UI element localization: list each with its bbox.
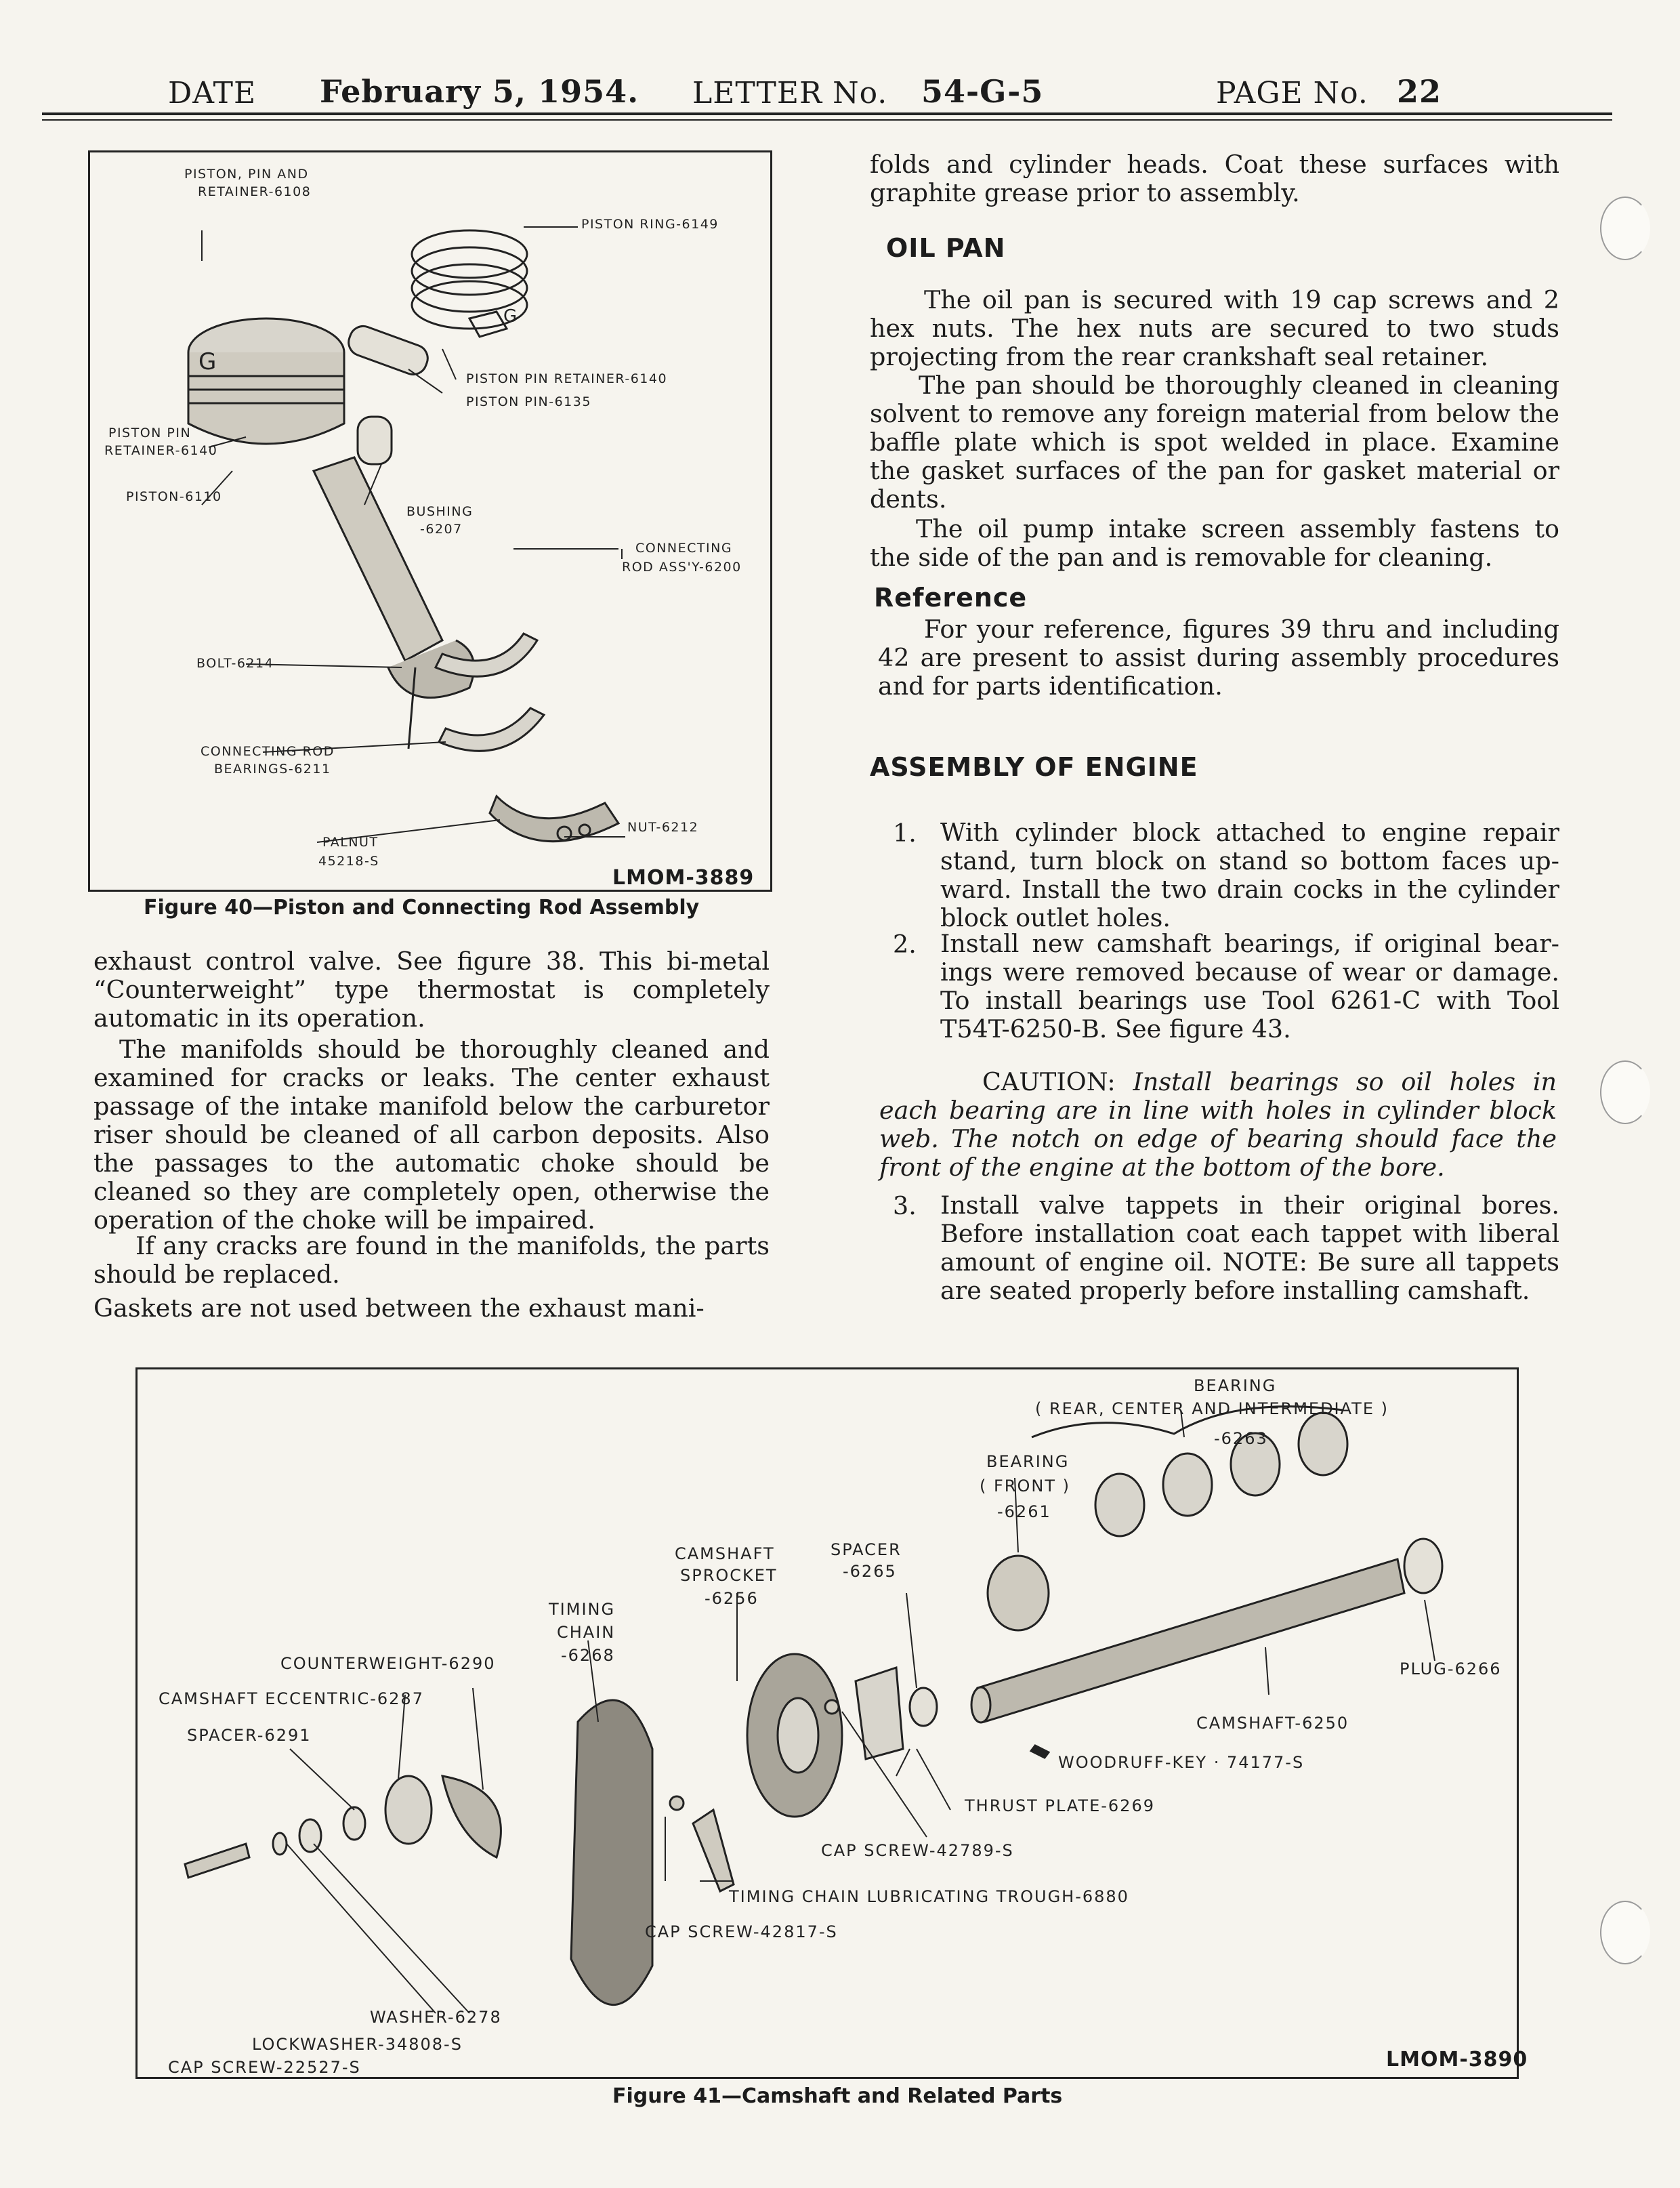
label-bearing-front-1: BEARING: [986, 1452, 1070, 1471]
label-woodruff-key: WOODRUFF-KEY · 74177-S: [1058, 1753, 1305, 1772]
bearing-shell-lower: [439, 708, 544, 751]
label-piston-ring: PISTON RING-6149: [581, 217, 719, 232]
label-palnut-1: PALNUT: [322, 835, 379, 850]
label-rod-bearings-2: BEARINGS-6211: [214, 762, 331, 777]
header-rule-thick: [42, 112, 1612, 115]
label-camshaft-eccentric: CAMSHAFT ECCENTRIC-6287: [159, 1689, 424, 1708]
label-bearing-rci-3: -6263: [1214, 1429, 1268, 1448]
label-spacer-6291: SPACER-6291: [187, 1726, 312, 1745]
label-bushing-2: -6207: [420, 522, 463, 537]
date-value: February 5, 1954.: [320, 73, 639, 110]
left-paragraph-3: If any cracks are found in the manifolds, the parts should be replaced.: [93, 1231, 770, 1289]
letter-number: 54-G-5: [921, 73, 1044, 110]
label-bearing-rci-2: ( REAR, CENTER AND INTERMEDIATE ): [1035, 1399, 1389, 1418]
rod-cap: [490, 796, 618, 842]
label-bushing-1: BUSHING: [406, 504, 474, 519]
cap-screw-42789: [825, 1700, 839, 1714]
cap-screw-42817: [670, 1796, 684, 1810]
label-cap-screw-42789: CAP SCREW-42789-S: [821, 1841, 1014, 1860]
bearing-rci-4: [1299, 1413, 1347, 1475]
timing-chain: [571, 1700, 652, 2005]
label-timing-chain-1: TIMING: [549, 1600, 616, 1619]
cap-screw-22527: [185, 1844, 249, 1878]
bearing-rci-2: [1163, 1453, 1212, 1516]
oil-pan-heading: OIL PAN: [886, 233, 1006, 263]
label-piston-pin-and-retainer-2: RETAINER-6108: [198, 184, 312, 199]
label-palnut-2: 45218-S: [318, 854, 379, 869]
figure-41-code: LMOM-3890: [1386, 2048, 1528, 2071]
label-piston-pin-retainer-left-2: RETAINER-6140: [104, 443, 218, 458]
step-3-number: 3.: [893, 1191, 917, 1220]
figure-40-caption: Figure 40—Piston and Connecting Rod Assembly: [144, 896, 700, 920]
label-bearing-front-2: ( FRONT ): [980, 1477, 1070, 1495]
oil-pan-paragraph-3: The oil pump intake screen assembly fastens to the side of the pan and is removable for cleaning.: [870, 514, 1559, 572]
label-cap-screw-42817: CAP SCREW-42817-S: [645, 1922, 838, 1941]
label-spacer-6265-2: -6265: [843, 1562, 897, 1581]
piston-pin: [345, 323, 432, 378]
caution-paragraph: [879, 1068, 1557, 1182]
page-number: 22: [1397, 73, 1442, 110]
step-1-text: With cylinder block attached to engine repair stand, turn block on stand so bottom faces up-ward. Install the two drain cocks in the cylinder block outlet holes.: [940, 818, 1559, 932]
thrust-plate: [856, 1668, 903, 1759]
left-paragraph-4: Gaskets are not used between the exhaust mani-: [93, 1294, 705, 1323]
woodruff-key: [1031, 1746, 1049, 1758]
retainer-g-mark: G: [198, 348, 217, 375]
counterweight: [442, 1776, 501, 1857]
letter-label: LETTER No.: [692, 76, 888, 110]
page-label: PAGE No.: [1216, 76, 1368, 110]
label-connecting-rod-1: CONNECTING: [635, 541, 733, 556]
binder-hole-middle: [1600, 1060, 1650, 1124]
label-thrust-plate: THRUST PLATE-6269: [965, 1796, 1155, 1815]
date-label: DATE: [168, 76, 257, 110]
reference-heading: Reference: [874, 583, 1028, 613]
label-piston: PISTON-6110: [126, 489, 222, 504]
label-piston-pin-retainer-left-1: PISTON PIN: [108, 426, 192, 440]
label-piston-pin-and-retainer-1: PISTON, PIN AND: [184, 167, 309, 182]
reference-paragraph: For your reference, figures 39 thru and including 42 are present to assist during assembly procedures and for parts identification.: [878, 615, 1559, 701]
label-piston-pin-retainer: PISTON PIN RETAINER-6140: [466, 371, 668, 386]
left-paragraph-1: exhaust control valve. See figure 38. This bi-metal “Counterweight” type thermostat is completely automatic in its operation.: [93, 947, 770, 1033]
bushing: [358, 417, 392, 464]
label-rod-bearings-1: CONNECTING ROD: [201, 744, 335, 759]
left-paragraph-2: The manifolds should be thoroughly cleaned and examined for cracks or leaks. The center exhaust passage of the intake manifold below the carburetor riser should be cleaned of all carbon deposits. Also the passages to the automatic choke should be cleaned so they are completely open, otherwise the operation of the choke will be impaired.: [93, 1035, 770, 1235]
label-camshaft-sprocket-3: -6256: [705, 1589, 759, 1608]
assembly-heading: ASSEMBLY OF ENGINE: [870, 752, 1198, 782]
label-nut: NUT-6212: [627, 820, 699, 835]
label-counterweight: COUNTERWEIGHT-6290: [280, 1654, 496, 1673]
lubricating-trough: [693, 1810, 734, 1891]
caution-text: Install bearings so oil holes in each bearing are in line with holes in cylinder block web. The notch on edge of bearing should face the front of the engine at the bottom of the bore.: [879, 1067, 1557, 1182]
bearing-front: [988, 1556, 1049, 1630]
caution-label: CAUTION:: [982, 1067, 1116, 1096]
label-lockwasher: LOCKWASHER-34808-S: [252, 2035, 463, 2054]
label-bearing-rci-1: BEARING: [1194, 1376, 1277, 1395]
lockwasher: [273, 1833, 287, 1855]
label-camshaft: CAMSHAFT-6250: [1196, 1714, 1349, 1733]
label-cap-screw-22527: CAP SCREW-22527-S: [168, 2058, 361, 2077]
label-bolt: BOLT-6214: [196, 656, 274, 671]
oil-pan-paragraph-2: The pan should be thoroughly cleaned in cleaning solvent to remove any foreign material from below the baffle plate which is spot welded in place. Examine the gasket surfaces of the pan for gasket material or dents.: [870, 371, 1559, 514]
label-washer: WASHER-6278: [370, 2008, 502, 2027]
spacer-6291: [343, 1807, 365, 1840]
step-1-number: 1.: [893, 819, 917, 848]
label-piston-pin: PISTON PIN-6135: [466, 394, 591, 409]
washer: [299, 1819, 321, 1852]
label-timing-chain-2: CHAIN: [557, 1623, 616, 1642]
step-2-text: Install new camshaft bearings, if original bear-ings were removed because of wear or damage. To install bearings use Tool 6261-C with Tool T54T-6250-B. See figure 43.: [940, 929, 1559, 1044]
figure-40-code: LMOM-3889: [612, 866, 755, 890]
bearing-rci-1: [1095, 1474, 1144, 1536]
header-rule-thin: [42, 119, 1612, 121]
label-camshaft-sprocket-2: SPROCKET: [680, 1566, 778, 1585]
figure-41-caption: Figure 41—Camshaft and Related Parts: [612, 2084, 1063, 2108]
retainer-g-mark-2: G: [503, 306, 518, 327]
label-plug: PLUG-6266: [1400, 1659, 1502, 1678]
plug: [1404, 1539, 1442, 1593]
label-lubricating-trough: TIMING CHAIN LUBRICATING TROUGH-6880: [729, 1887, 1129, 1906]
label-connecting-rod-2: ROD ASS'Y-6200: [622, 560, 742, 575]
camshaft-eccentric: [385, 1776, 432, 1844]
oil-pan-paragraph-1: The oil pan is secured with 19 cap screws and 2 hex nuts. The hex nuts are secured to two studs projecting from the rear crankshaft seal retainer.: [870, 285, 1559, 371]
label-spacer-6265-1: SPACER: [831, 1540, 902, 1559]
step-3-text: Install valve tappets in their original bores. Before installation coat each tappet with liberal amount of engine oil. NOTE: Be sure all tappets are seated properly before installing camshaft.: [940, 1191, 1559, 1305]
spacer-6265: [910, 1688, 937, 1726]
connecting-rod: [314, 457, 442, 661]
label-camshaft-sprocket-1: CAMSHAFT: [675, 1544, 775, 1563]
label-timing-chain-3: -6268: [561, 1646, 615, 1665]
step-2-number: 2.: [893, 930, 917, 959]
right-paragraph-0: folds and cylinder heads. Coat these surfaces with graphite grease prior to assembly.: [870, 150, 1559, 207]
binder-hole-bottom: [1600, 1901, 1650, 1964]
binder-hole-top: [1600, 197, 1650, 260]
label-bearing-front-3: -6261: [997, 1502, 1051, 1521]
